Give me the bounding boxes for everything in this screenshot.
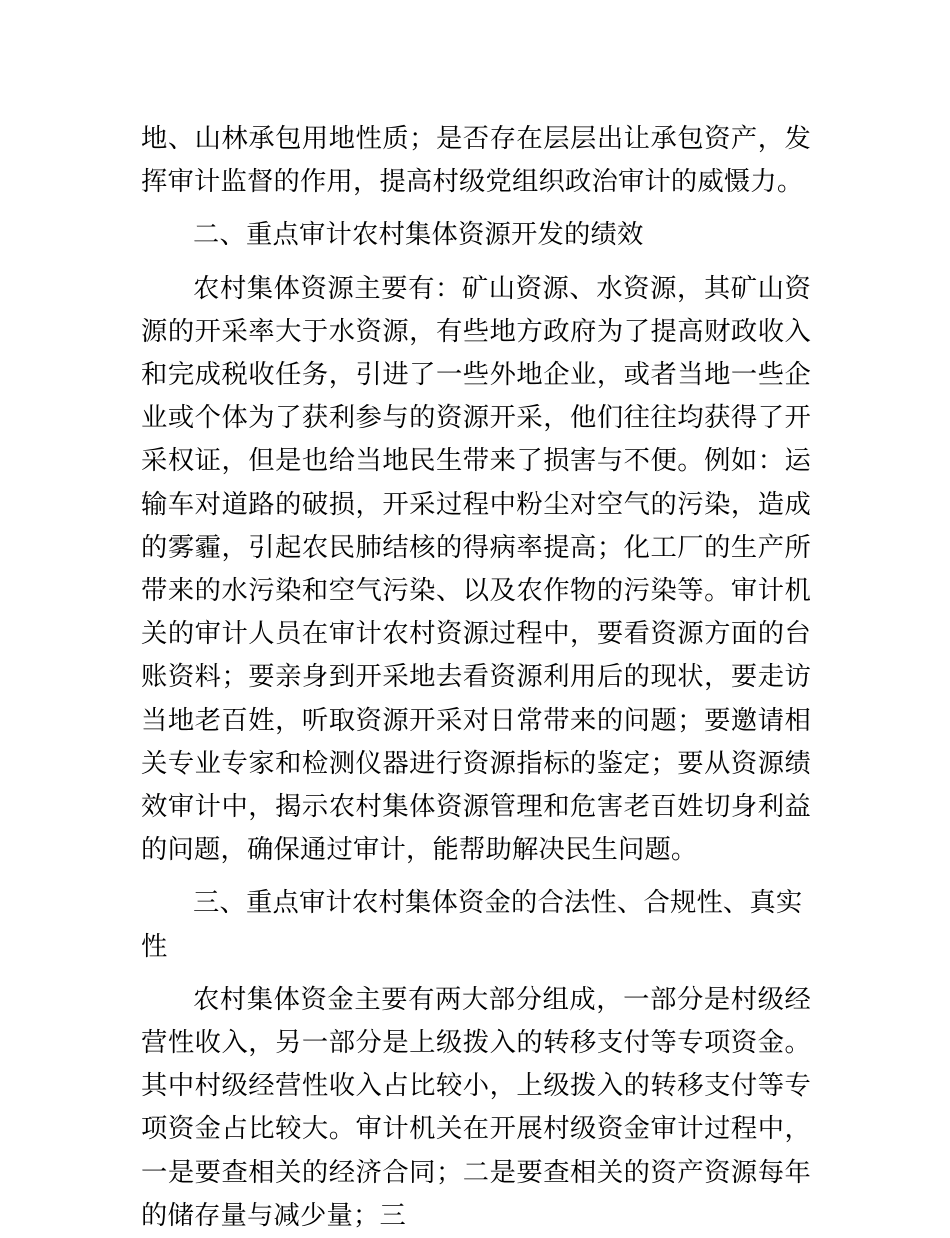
document-page — [141, 118, 811, 1238]
section-heading-3: 三、重点审计农村集体资金的合法性、合规性、真实性 — [141, 888, 803, 962]
section-heading-2: 二、重点审计农村集体资源开发的绩效 — [193, 220, 644, 251]
paragraph-continuation: 地、山林承包用地性质；是否存在层层出让承包资产，发挥审计监督的作用，提高村级党组织政治审计的威慑力。 — [141, 124, 811, 198]
paragraph-resources: 农村集体资源主要有：矿山资源、水资源，其矿山资源的开采率大于水资源，有些地方政府为了提高财政收入和完成税收任务，引进了一些外地企业，或者当地一些企业或个体为了获利参与的资源开采，他们往往均获得了开采权证，但是也给当地民生带来了损害与不便。例如：运输车对道路的破损，开采过程中粉尘对空气的污染，造成的雾霾，引起农民肺结核的得病率提高；化工厂的生产所带来的水污染和空气污染、以及农作物的污染等。审计机关的审计人员在审计农村资源过程中，要看资源方面的台账资料；要亲身到开采地去看资源利用后的现状，要走访当地老百姓，听取资源开采对日常带来的问题；要邀请相关专业专家和检测仪器进行资源指标的鉴定；要从资源绩效审计中，揭示农村集体资源管理和危害老百姓切身利益的问题，确保通过审计，能帮助解决民生问题。 — [141, 273, 811, 866]
paragraph-funds: 农村集体资金主要有两大部分组成，一部分是村级经营性收入，另一部分是上级拨入的转移支付等专项资金。其中村级经营性收入占比较小，上级拨入的转移支付等专项资金占比较大。审计机关在开展村级资金审计过程中，一是要查相关的经济合同；二是要查相关的资产资源每年的储存量与减少量；三 — [141, 984, 811, 1231]
